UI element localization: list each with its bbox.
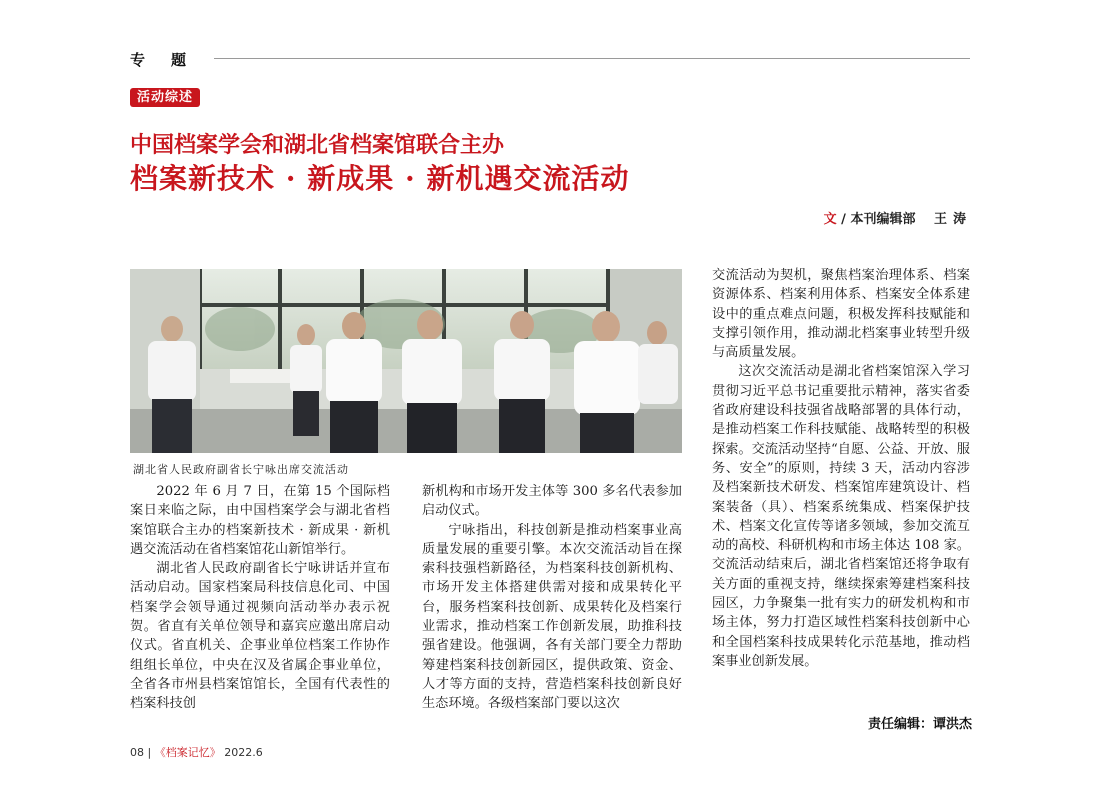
paragraph-continued: 新机构和市场开发主体等 300 多名代表参加启动仪式。 [422, 484, 682, 519]
responsible-editor: 责任编辑：谭洪杰 [867, 717, 972, 732]
paragraph: 2022 年 6 月 7 日，在第 15 个国际档案日来临之际，由中国档案学会与湖北省档案馆联合主办的档案新技术 · 新成果 · 新机遇交流活动在省档案馆花山新馆举行。 [130, 484, 390, 557]
text-column-2 [422, 482, 682, 714]
issue-number: 2022.6 [224, 746, 263, 759]
text-column-1 [130, 482, 390, 714]
text-column-3 [712, 266, 970, 671]
article-title: 档案新技术 · 新成果 · 新机遇交流活动 [130, 162, 630, 195]
paragraph: 湖北省人民政府副省长宁咏讲话并宣布活动启动。国家档案局科技信息化司、中国档案学会领导通过视频向活动举办表示祝贺。省直有关单位领导和嘉宾应邀出席启动仪式。省直机关、企事业单位档案工作协作组组长单位，中央在汉及省属企事业单位，全省各市州县档案馆馆长，全国有代表性的档案科技创 [130, 561, 390, 712]
byline-org: / 本刊编辑部 [841, 212, 916, 227]
article-photo [130, 269, 682, 453]
photo-illustration [130, 269, 682, 453]
paragraph: 宁咏指出，科技创新是推动档案事业高质量发展的重要引擎。本次交流活动旨在探索科技强档新路径，为档案科技创新机构、市场开发主体搭建供需对接和成果转化平台，服务档案科技创新、成果转化及档案行业需求，推动档案工作创新发展，助推科技强省建设。他强调，各有关部门要全力帮助筹建档案科技创新园区，提供政策、资金、人才等方面的支持，营造档案科技创新良好生态环境。各级档案部门要以这次 [422, 522, 682, 712]
page-footer [130, 744, 263, 760]
page-number: 08 [130, 746, 144, 759]
byline-prefix: 文 [823, 212, 837, 227]
paragraph-continued: 交流活动为契机，聚焦档案治理体系、档案资源体系、档案利用体系、档案安全体系建设中的重点难点问题，积极发挥科技赋能和支撑引领作用，推动湖北档案事业转型升级与高质量发展。 [712, 268, 970, 361]
byline-author: 王涛 [933, 212, 972, 227]
magazine-name: 《档案记忆》 [154, 746, 221, 759]
section-label: 专题 [130, 51, 213, 69]
article-subtitle: 中国档案学会和湖北省档案馆联合主办 [130, 132, 505, 158]
photo-caption: 湖北省人民政府副省长宁咏出席交流活动 [133, 463, 349, 476]
category-badge: 活动综述 [130, 88, 200, 107]
paragraph: 这次交流活动是湖北省档案馆深入学习贯彻习近平总书记重要批示精神，落实省委省政府建设科技强省战略部署的具体行动，是推动档案工作科技赋能、战略转型的积极探索。交流活动坚持“自愿、公益、开放、服务、安全”的原则，持续 3 天，活动内容涉及档案新技术研发、档案馆库建筑设计、档案装备（具）、档案系统集成、档案保护技术、档案文化宣传等诸多领域，参加交流互动的高校、科研机构和市场主体达 108 家。交流活动结束后，湖北省档案馆还将争取有关方面的重视支持，继续探索筹建档案科技园区，力争聚集一批有实力的研发机构和市场主体，努力打造区域性档案科技创新中心和全国档案科技成果转化示范基地，推动档案事业创新发展。 [712, 364, 970, 669]
byline [824, 208, 972, 227]
footer-separator: | [147, 746, 152, 759]
header-rule [214, 58, 970, 59]
